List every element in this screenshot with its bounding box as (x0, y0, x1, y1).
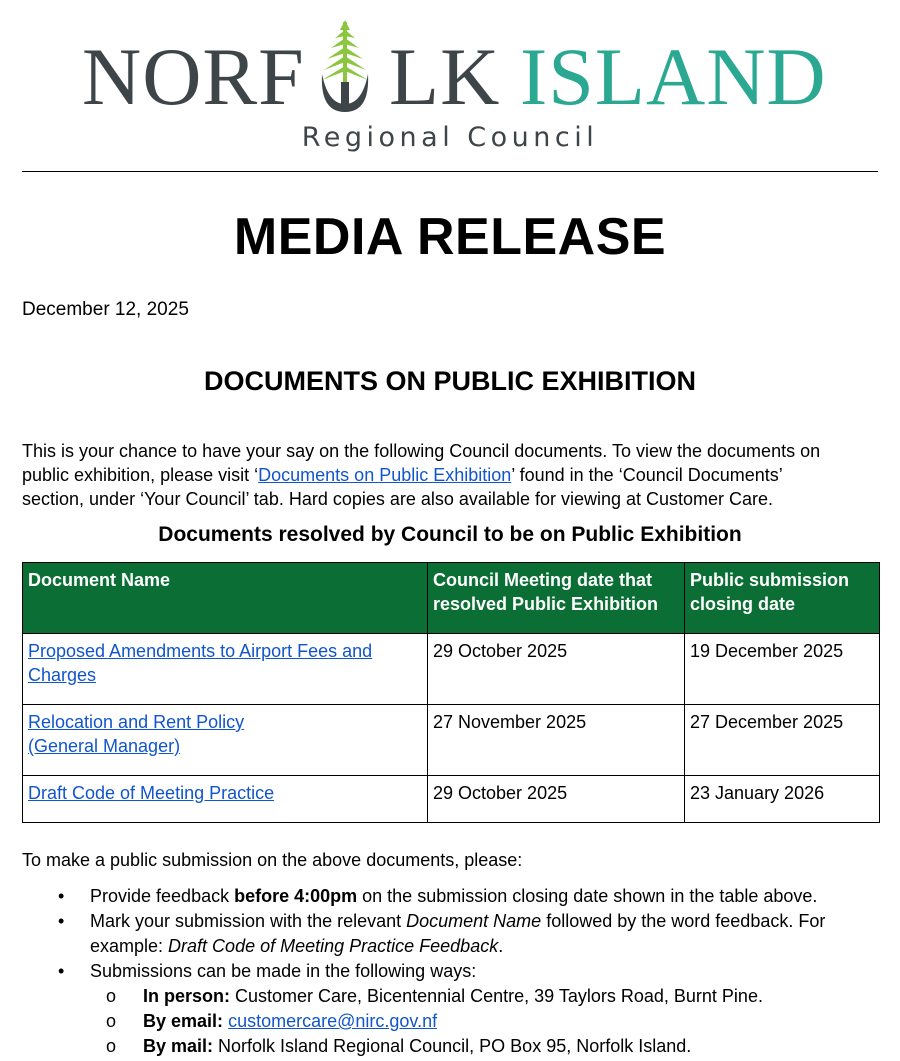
release-date: December 12, 2025 (22, 299, 189, 320)
airport-fees-link-line-2: Charges (28, 665, 97, 685)
document-name-cell (23, 776, 428, 823)
intro-line-1: This is your chance to have your say on the following Council documents. To view the documents on (22, 441, 821, 461)
meeting-date-cell: 29 October 2025 (428, 634, 685, 705)
sub-bullet-icon: o (106, 1011, 117, 1031)
header-meeting-line-2: resolved Public Exhibition (433, 594, 659, 614)
bullet-1-start: Provide feedback (90, 886, 235, 906)
document-name-cell (23, 634, 428, 705)
bullet-1-end: on the submission closing date shown in the table above. (357, 886, 818, 906)
in-person-label: In person: (143, 986, 231, 1006)
table-header-row (23, 563, 880, 634)
submission-lead: To make a public submission on the above documents, please: (22, 850, 523, 870)
table-row (23, 776, 880, 823)
closing-date-cell: 27 December 2025 (685, 705, 880, 776)
page-title: MEDIA RELEASE (233, 208, 667, 266)
in-person-address: Customer Care, Bicentennial Centre, 39 Taylors Road, Burnt Pine. (230, 986, 763, 1006)
meeting-date-cell: 29 October 2025 (428, 776, 685, 823)
document-name-cell (23, 705, 428, 776)
logo-word-norf: NORF (82, 31, 305, 122)
sub-bullet-icon: o (106, 1036, 117, 1056)
submission-way-in-person (22, 984, 892, 1009)
header-closing-date (685, 563, 880, 634)
section-heading: DOCUMENTS ON PUBLIC EXHIBITION (203, 366, 696, 396)
submission-instructions (22, 884, 892, 1059)
intro-line-2 (22, 463, 892, 487)
closing-date-cell: 23 January 2026 (685, 776, 880, 823)
header-divider (22, 171, 878, 172)
logo-subtitle: Regional Council (301, 122, 599, 153)
documents-on-public-exhibition-link[interactable]: Documents on Public Exhibition (258, 465, 512, 485)
bullet-1-text (90, 884, 892, 909)
header-closing-line-1: Public submission (690, 570, 850, 590)
intro-line-3: section, under ‘Your Council’ tab. Hard copies are also available for viewing at Customer Care. (22, 489, 774, 509)
bullet-2-start: Mark your submission with the relevant (90, 911, 407, 931)
email-label: By email: (143, 1011, 224, 1031)
airport-fees-document-link[interactable] (28, 641, 372, 685)
relocation-link-line-2: (General Manager) (28, 736, 181, 756)
table-row (23, 705, 880, 776)
logo-word-island: ISLAND (520, 31, 827, 122)
sub-bullet-icon: o (106, 986, 117, 1006)
header-meeting-line-1: Council Meeting date that (433, 570, 653, 590)
bullet-3-text: Submissions can be made in the following ways: (90, 961, 477, 981)
pine-tree-icon (316, 16, 374, 116)
bullet-2-line-1 (90, 909, 892, 934)
example-feedback-emphasis: Draft Code of Meeting Practice Feedback (168, 936, 499, 956)
draft-code-of-meeting-practice-link[interactable]: Draft Code of Meeting Practice (28, 783, 275, 803)
closing-date-cell: 19 December 2025 (685, 634, 880, 705)
mail-address: Norfolk Island Regional Council, PO Box 95, Norfolk Island. (213, 1036, 692, 1056)
list-item (22, 909, 892, 959)
bullet-icon: • (58, 961, 65, 981)
bullet-2-end: followed by the word feedback. For (541, 911, 826, 931)
header-meeting-date (428, 563, 685, 634)
list-item (22, 959, 892, 984)
table-row (23, 634, 880, 705)
header-document-name: Document Name (23, 563, 428, 634)
relocation-rent-policy-link[interactable] (28, 712, 244, 756)
intro-line-2-start: public exhibition, please visit ‘ (22, 465, 259, 485)
bullet-icon: • (58, 911, 65, 931)
meeting-date-cell: 27 November 2025 (428, 705, 685, 776)
logo-word-lk: LK (389, 31, 501, 122)
bullet-2-period: . (498, 936, 504, 956)
customer-care-email-link[interactable]: customercare@nirc.gov.nf (228, 1011, 438, 1031)
document-name-emphasis: Document Name (406, 911, 542, 931)
bullet-2-line-2 (90, 934, 892, 959)
submission-way-mail (22, 1034, 892, 1059)
bullet-icon: • (58, 886, 65, 906)
header-closing-line-2: closing date (690, 594, 796, 614)
documents-table (22, 562, 880, 823)
bullet-2-example-label: example: (90, 936, 169, 956)
deadline-emphasis: before 4:00pm (234, 886, 358, 906)
submission-way-email (22, 1009, 892, 1034)
intro-line-2-end: ’ found in the ‘Council Documents’ (511, 465, 783, 485)
airport-fees-link-line-1: Proposed Amendments to Airport Fees and (28, 641, 373, 661)
relocation-link-line-1: Relocation and Rent Policy (28, 712, 245, 732)
mail-label: By mail: (143, 1036, 214, 1056)
council-logo (0, 0, 900, 160)
list-item (22, 884, 892, 909)
intro-paragraph (22, 439, 892, 511)
table-caption: Documents resolved by Council to be on Public Exhibition (158, 523, 742, 546)
